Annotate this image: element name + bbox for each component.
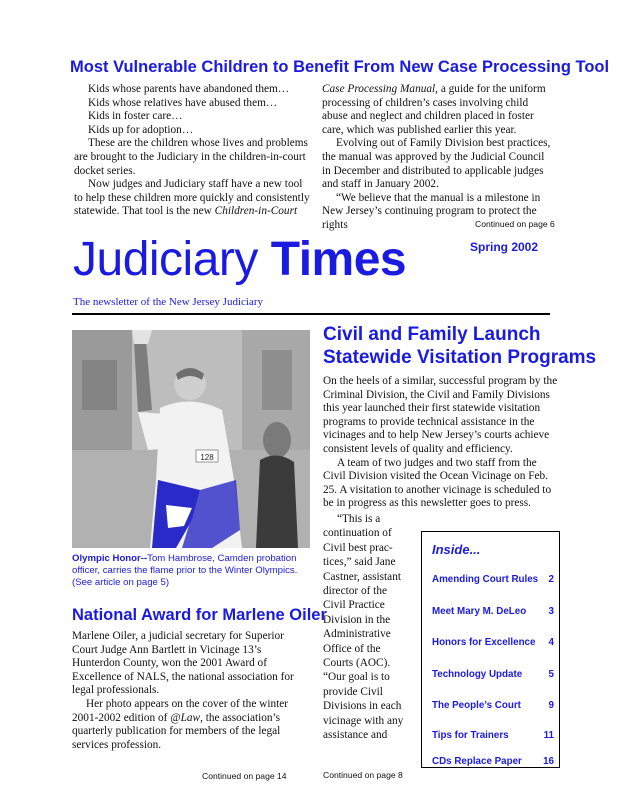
inside-item[interactable] bbox=[432, 730, 554, 741]
photo-caption: Olympic Honor--Tom Hambrose, Camden probation officer, carries the flame prior to the Winter Olympics. (See article on page 5) bbox=[72, 553, 298, 588]
inside-item[interactable] bbox=[432, 700, 554, 711]
quote-line: Courts (AOC). bbox=[323, 657, 391, 670]
inside-item-page: 2 bbox=[548, 574, 554, 585]
inside-item-label: Technology Update bbox=[432, 669, 523, 680]
quote-line: Castner, assistant bbox=[323, 570, 401, 583]
quote-line: Civil best prac- bbox=[323, 541, 393, 554]
quote-line: tices,” said Jane bbox=[323, 556, 396, 569]
inside-item-page: 11 bbox=[543, 730, 554, 741]
top-story-paragraph: Evolving out of Family Division best practices, the manual was approved by the Judicial Council in December and distributed to applicable judges and staff in January 2002. bbox=[322, 137, 551, 191]
quote-line: continuation of bbox=[323, 527, 392, 540]
award-story-continued: Continued on page 14 bbox=[202, 771, 287, 781]
inside-box-title: Inside... bbox=[432, 542, 481, 557]
quote-line: “Our goal is to bbox=[323, 671, 390, 684]
masthead-tagline: The newsletter of the New Jersey Judiciary bbox=[73, 296, 263, 308]
inside-item-page: 9 bbox=[548, 700, 554, 711]
masthead-rule bbox=[72, 313, 550, 315]
quote-line: “This is a bbox=[337, 513, 381, 525]
top-story-line: Kids up for adoption… bbox=[88, 123, 194, 136]
bib-number: 128 bbox=[200, 453, 214, 462]
top-story-paragraph: Now judges and Judiciary staff have a new tool to help these children more quickly and consistently statewide. That tool is the new Children-in-Court bbox=[74, 178, 310, 218]
inside-item-label: CDs Replace Paper bbox=[432, 756, 522, 767]
top-story-column-2 bbox=[322, 83, 555, 233]
top-story-line: Kids whose relatives have abused them… bbox=[88, 96, 278, 109]
inside-item[interactable] bbox=[432, 756, 554, 767]
inside-item-label: Meet Mary M. DeLeo bbox=[432, 606, 527, 617]
inside-item-page: 4 bbox=[548, 637, 554, 648]
award-story-headline: National Award for Marlene Oiler bbox=[72, 606, 327, 624]
quote-line: Administrative bbox=[323, 628, 391, 641]
inside-item-page: 3 bbox=[548, 606, 554, 617]
inside-item[interactable] bbox=[432, 574, 554, 585]
top-story-line: Kids in foster care… bbox=[88, 110, 183, 123]
quote-line: director of the bbox=[323, 585, 387, 598]
quote-line: Office of the bbox=[323, 642, 381, 655]
inside-box bbox=[421, 531, 560, 768]
inside-item-label: Honors for Excellence bbox=[432, 637, 536, 648]
quote-line: assistance and bbox=[323, 729, 388, 742]
torch-bearer-illustration bbox=[72, 330, 310, 548]
top-story-paragraph: “We believe that the manual is a milestone in New Jersey’s continuing program to protect the rights bbox=[322, 191, 541, 231]
inside-item[interactable] bbox=[432, 637, 554, 648]
inside-item[interactable] bbox=[432, 606, 554, 617]
visitation-story-headline: Civil and Family Launch Statewide Visitation Programs bbox=[323, 324, 597, 368]
inside-item-label: Amending Court Rules bbox=[432, 574, 539, 585]
quote-line: Divisions in each bbox=[323, 700, 402, 713]
top-story-column-1 bbox=[74, 83, 310, 219]
award-story-paragraph: Marlene Oiler, a judicial secretary for Superior Court Judge Ann Bartlett in Vicinage 13’s Hunterdon County, won the 2001 Award of Excellence of NALS, the national association for legal professionals. bbox=[72, 630, 294, 697]
quote-line: provide Civil bbox=[323, 685, 383, 698]
visitation-story-quote bbox=[323, 512, 418, 743]
top-story-line: Kids whose parents have abandoned them… bbox=[88, 83, 290, 95]
quote-line: vicinage with any bbox=[323, 714, 404, 727]
inside-item-page: 5 bbox=[548, 669, 554, 680]
inside-item-page: 16 bbox=[543, 756, 554, 767]
top-story-paragraph: These are the children whose lives and problems are brought to the Judiciary in the children-in-court docket series. bbox=[74, 137, 308, 177]
visitation-story-continued: Continued on page 8 bbox=[323, 770, 403, 780]
top-story-headline: Most Vulnerable Children to Benefit From New Case Processing Tool bbox=[70, 58, 610, 76]
inside-item[interactable] bbox=[432, 669, 554, 680]
award-story-body bbox=[72, 630, 312, 752]
visitation-story-body bbox=[323, 375, 561, 511]
quote-line: Civil Practice bbox=[323, 599, 385, 612]
inside-item-label: Tips for Trainers bbox=[432, 730, 509, 741]
visitation-story-paragraph: A team of two judges and two staff from the Civil Division visited the Ocean Vicinage on Feb. 25. A visitation to another vicinage is scheduled to be in progress as this newsletter goes to press. bbox=[323, 456, 552, 510]
issue-date: Spring 2002 bbox=[470, 240, 539, 254]
masthead-title: Judiciary Times bbox=[73, 233, 407, 286]
quote-line: Division in the bbox=[323, 613, 391, 626]
award-story-paragraph: Her photo appears on the cover of the winter 2001-2002 edition of @Law, the association’s quarterly publication for members of the legal services profession. bbox=[72, 697, 289, 751]
top-story-continued: Continued on page 6 bbox=[475, 219, 555, 229]
inside-item-label: The People’s Court bbox=[432, 700, 521, 711]
olympic-photo bbox=[72, 330, 310, 548]
visitation-story-paragraph: On the heels of a similar, successful program by the Criminal Division, the Civil and Family Divisions this year launched their first statewide visitation programs to provide technical assistance in the vicinages and to help New Jersey’s courts achieve consistent levels of quality and efficiency. bbox=[323, 375, 558, 455]
top-story-paragraph: Case Processing Manual, a guide for the uniform processing of children’s cases involving child abuse and neglect and children placed in foster care, which was published earlier this year. bbox=[322, 83, 546, 136]
